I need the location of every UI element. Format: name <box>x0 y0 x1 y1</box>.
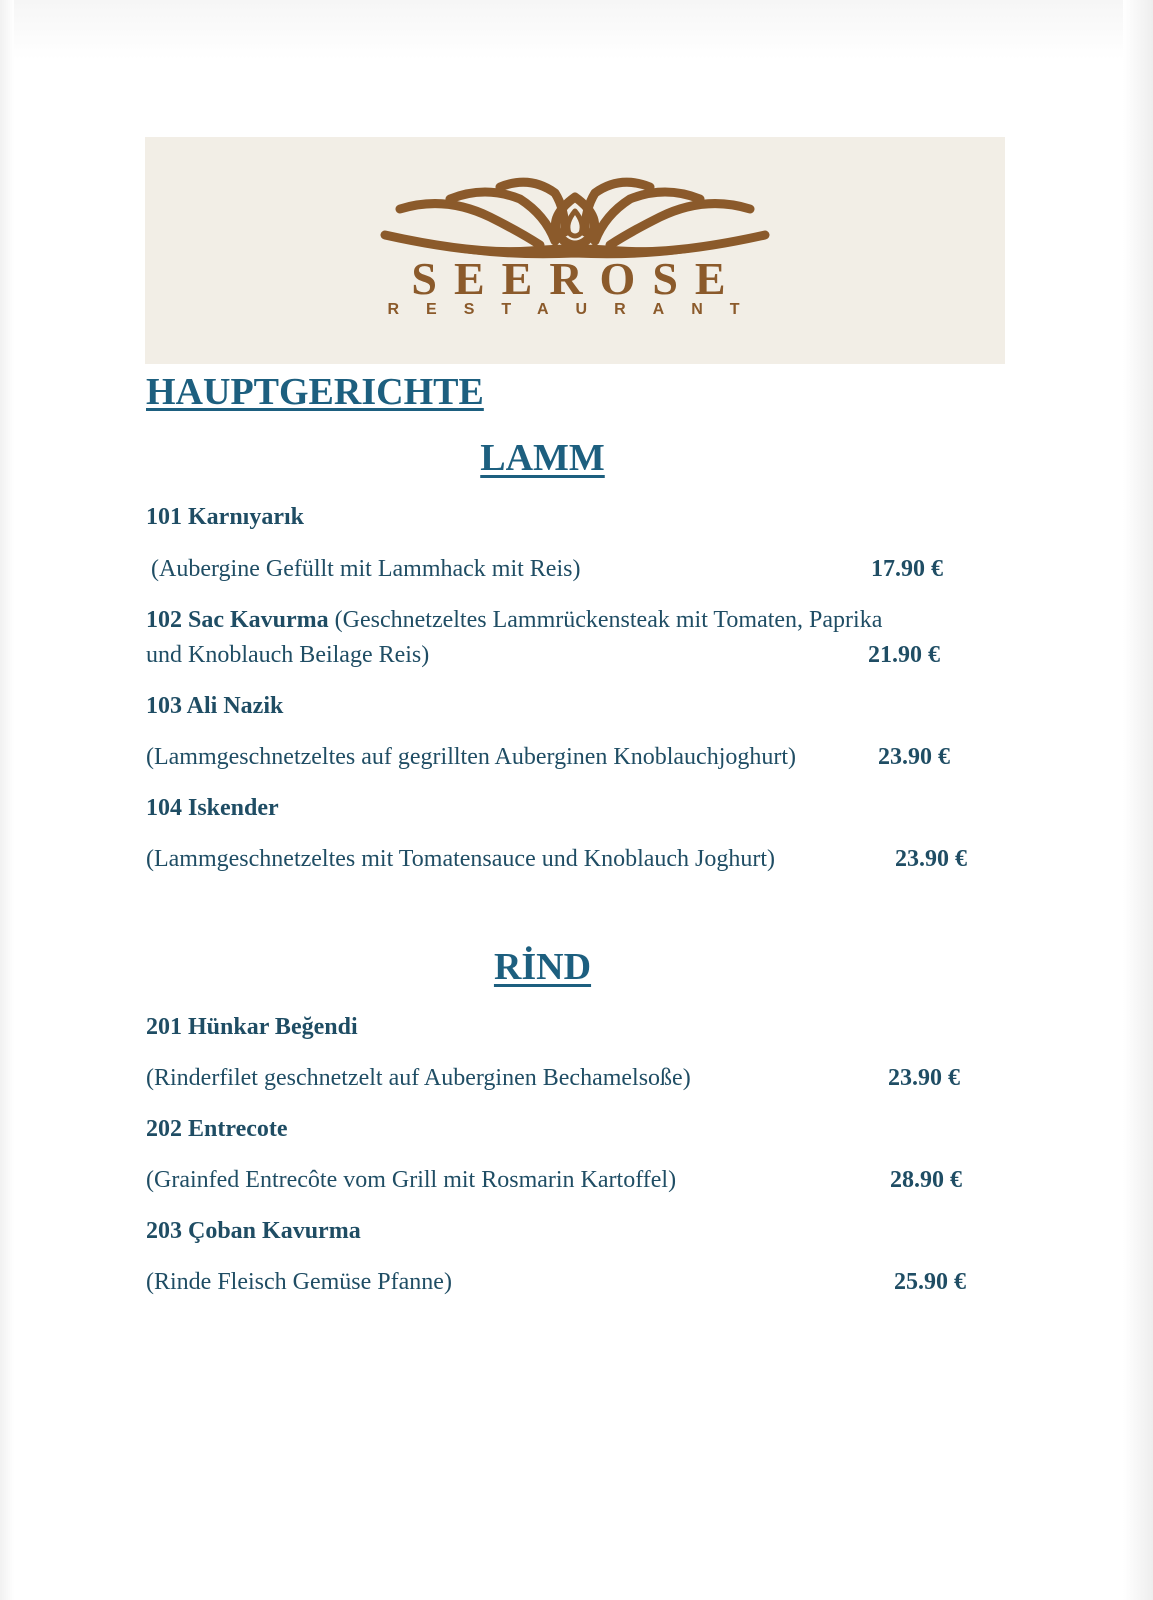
menu-item-price: 17.90 € <box>871 556 943 582</box>
menu-item-price: 23.90 € <box>895 846 967 872</box>
menu-item-description: (Grainfed Entrecôte vom Grill mit Rosmarin Kartoffel) <box>146 1167 677 1193</box>
menu-item-price: 23.90 € <box>888 1065 960 1091</box>
menu-item-description-line2: und Knoblauch Beilage Reis) <box>146 642 430 668</box>
section-title-lamm: LAMM <box>480 437 605 479</box>
menu-item-description: (Rinde Fleisch Gemüse Pfanne) <box>146 1269 452 1295</box>
menu-item-name <box>146 1216 361 1246</box>
menu-item-description: (Aubergine Gefüllt mit Lammhack mit Reis) <box>151 556 581 582</box>
brand-name: SEEROSE <box>411 253 743 304</box>
dish-name: 203 Çoban Kavurma <box>146 1218 361 1244</box>
menu-item-price: 21.90 € <box>868 642 940 668</box>
brand-subtitle: RESTAURANT <box>387 301 767 318</box>
dish-name: 101 Karnıyarık <box>146 504 305 530</box>
menu-item-name <box>146 502 304 532</box>
logo-banner <box>145 137 1005 364</box>
dish-name: 201 Hünkar Beğendi <box>146 1014 358 1040</box>
page-edge-left <box>0 0 14 1600</box>
menu-item-name <box>146 691 283 721</box>
section-title-rind: RİND <box>493 946 592 988</box>
menu-item-description: (Lammgeschnetzeltes mit Tomatensauce und Knoblauch Joghurt) <box>146 846 776 872</box>
menu-item-name <box>146 1012 358 1042</box>
menu-item-description: (Lammgeschnetzeltes auf gegrillten Auberginen Knoblauchjoghurt) <box>146 744 797 770</box>
menu-item-price: 28.90 € <box>890 1167 962 1193</box>
menu-item-name <box>146 793 279 823</box>
page-title: HAUPTGERICHTE <box>146 371 484 413</box>
dish-name: 103 Ali Nazik <box>146 693 284 719</box>
page-edge-right <box>1123 0 1153 1600</box>
lotus-logo <box>145 137 1005 364</box>
menu-item-name <box>146 1114 288 1144</box>
menu-item-description: (Rinderfilet geschnetzelt auf Auberginen Bechamelsoße) <box>146 1065 691 1091</box>
menu-item-name <box>146 605 882 635</box>
menu-item-description: (Geschnetzeltes Lammrückensteak mit Tomaten, Paprika <box>328 607 883 633</box>
dish-name: 104 Iskender <box>146 795 279 821</box>
menu-item-price: 25.90 € <box>894 1269 966 1295</box>
menu-item-price: 23.90 € <box>878 744 950 770</box>
dish-name: 202 Entrecote <box>146 1116 288 1142</box>
dish-name: 102 Sac Kavurma <box>146 607 329 633</box>
